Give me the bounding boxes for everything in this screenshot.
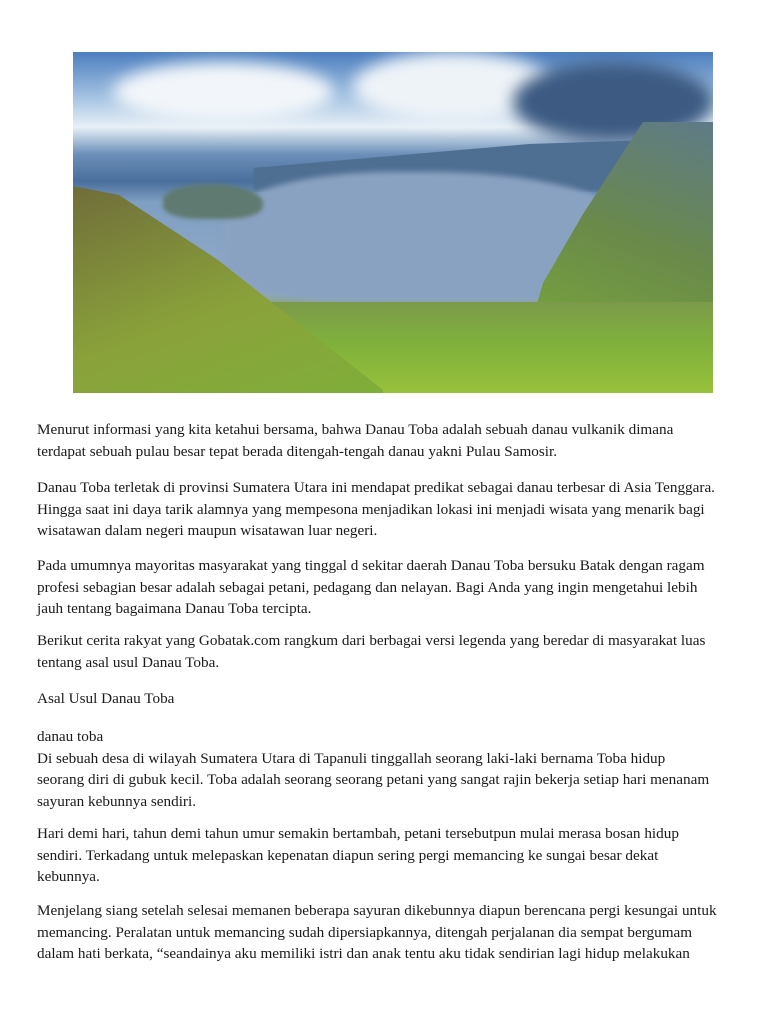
paragraph-location	[37, 477, 737, 542]
text-line: Di sebuah desa di wilayah Sumatera Utara di Tapanuli tinggallah seorang laki-laki bernama Toba hidup	[37, 749, 666, 767]
text-line: Menurut informasi yang kita ketahui bersama, bahwa Danau Toba adalah sebuah danau vulkanik dimana	[37, 421, 674, 438]
text-line: wisatawan dalam negeri maupun wisatawan luar negeri.	[37, 522, 378, 539]
cloud-shape	[113, 62, 333, 122]
text-line: Danau Toba terletak di provinsi Sumatera Utara ini mendapat predikat sebagai danau terbesar di Asia Tenggara.	[37, 479, 715, 496]
text-line: Hingga saat ini daya tarik alamnya yang mempesona menjadikan lokasi ini menjadi wisata yang menarik bagi	[37, 500, 705, 518]
text-line: sendiri. Terkadang untuk melepaskan kepenatan diapun sering pergi memancing ke sungai besar dekat	[37, 846, 659, 864]
text-line: sayuran kebunnya sendiri.	[37, 792, 197, 810]
text-line: Hari demi hari, tahun demi tahun umur semakin bertambah, petani tersebutpun mulai merasa bosan hidup	[37, 825, 679, 842]
text-line: jauh tentang bagaimana Danau Toba tercipta.	[37, 600, 312, 617]
heading-text: Asal Usul Danau Toba	[37, 690, 175, 707]
island-shape	[163, 184, 263, 219]
text-line: Menjelang siang setelah selesai memanen beberapa sayuran dikebunnya diapun berencana pergi kesungai untuk	[37, 902, 717, 919]
text-line: terdapat sebuah pulau besar tepat berada ditengah-tengah danau yakni Pulau Samosir.	[37, 442, 557, 460]
text-line: memancing. Peralatan untuk memancing sudah dipersiapkannya, ditengah perjalanan dia sempat bergumam	[37, 923, 693, 941]
lake-toba-photo	[73, 52, 713, 393]
text-line: tentang asal usul Danau Toba.	[37, 653, 220, 671]
paragraph-intro	[37, 419, 737, 462]
text-line: profesi sebagian besar adalah sebagai petani, pedagang dan nelayan. Bagi Anda yang ingin mengetahui lebih	[37, 578, 698, 596]
paragraph-fishing	[37, 900, 737, 965]
paragraph-source	[37, 630, 737, 673]
image-caption-text: danau toba	[37, 728, 104, 745]
paragraph-loneliness	[37, 823, 737, 888]
paragraph-people	[37, 555, 737, 620]
text-line: kebunnya.	[37, 868, 100, 885]
text-line: dalam hati berkata, “seandainya aku memiliki istri dan anak tentu aku tidak sendirian lagi hidup melakukan	[37, 945, 690, 962]
section-heading	[37, 688, 737, 710]
text-line: seorang diri di gubuk kecil. Toba adalah seorang seorang petani yang sangat rajin bekerja setiap hari menanam	[37, 771, 710, 788]
paragraph-story-start	[37, 726, 737, 812]
text-line: Pada umumnya mayoritas masyarakat yang tinggal d sekitar daerah Danau Toba bersuku Batak dengan ragam	[37, 557, 705, 574]
text-line: Berikut cerita rakyat yang Gobatak.com rangkum dari berbagai versi legenda yang beredar di masyarakat luas	[37, 632, 706, 649]
